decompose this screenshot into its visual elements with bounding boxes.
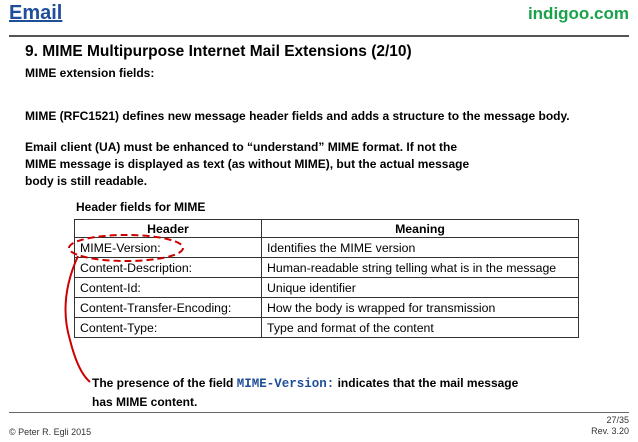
- slide-title: 9. MIME Multipurpose Internet Mail Extensions (2/10): [25, 43, 412, 60]
- footer-divider: [9, 412, 629, 413]
- paragraph-line: MIME message is displayed as text (as without MIME), but the actual message: [25, 157, 470, 171]
- callout-line-2: has MIME content.: [92, 395, 198, 409]
- table-cell-meaning: Identifies the MIME version: [262, 238, 579, 258]
- callout-prefix: The presence of the field: [92, 376, 237, 390]
- table-row: [75, 278, 579, 298]
- table-cell-header: Content-Description:: [75, 258, 262, 278]
- footer-copyright: © Peter R. Egli 2015: [9, 427, 92, 437]
- footer-page-info: [591, 415, 629, 437]
- section-title: Email: [9, 2, 63, 24]
- table-row: [75, 238, 579, 258]
- table-cell-meaning: Unique identifier: [262, 278, 579, 298]
- table-cell-meaning: Human-readable string telling what is in the message: [262, 258, 579, 278]
- column-header-meaning: Meaning: [262, 220, 579, 238]
- brand-logo-text: indigoo.com: [527, 4, 629, 23]
- table-row: [75, 318, 579, 338]
- slide-subtitle: MIME extension fields:: [25, 66, 155, 80]
- table-cell-header: MIME-Version:: [75, 238, 262, 258]
- table-header-row: [75, 220, 579, 238]
- table-row: [75, 298, 579, 318]
- table-cell-header: Content-Type:: [75, 318, 262, 338]
- paragraph-line: Email client (UA) must be enhanced to “understand” MIME format. If not the: [25, 140, 458, 154]
- callout-suffix: indicates that the mail message: [334, 376, 519, 390]
- table-cell-meaning: How the body is wrapped for transmission: [262, 298, 579, 318]
- callout-code: MIME-Version:: [236, 377, 335, 391]
- page-number: 27/35: [606, 415, 629, 425]
- table-cell-header: Content-Id:: [75, 278, 262, 298]
- table-row: [75, 258, 579, 278]
- callout-line-1: [92, 374, 518, 393]
- paragraph-line: body is still readable.: [25, 174, 148, 188]
- callout-text: [92, 374, 518, 411]
- mime-header-table: [74, 219, 579, 338]
- table-cell-meaning: Type and format of the content: [262, 318, 579, 338]
- paragraph-rfc: MIME (RFC1521) defines new message header fields and adds a structure to the message body.: [25, 109, 570, 123]
- paragraph-client: [25, 139, 469, 190]
- revision: Rev. 3.20: [591, 426, 629, 436]
- header-divider: [9, 35, 629, 37]
- table-caption: Header fields for MIME: [76, 200, 206, 214]
- table-cell-header: Content-Transfer-Encoding:: [75, 298, 262, 318]
- column-header-header: Header: [75, 220, 262, 238]
